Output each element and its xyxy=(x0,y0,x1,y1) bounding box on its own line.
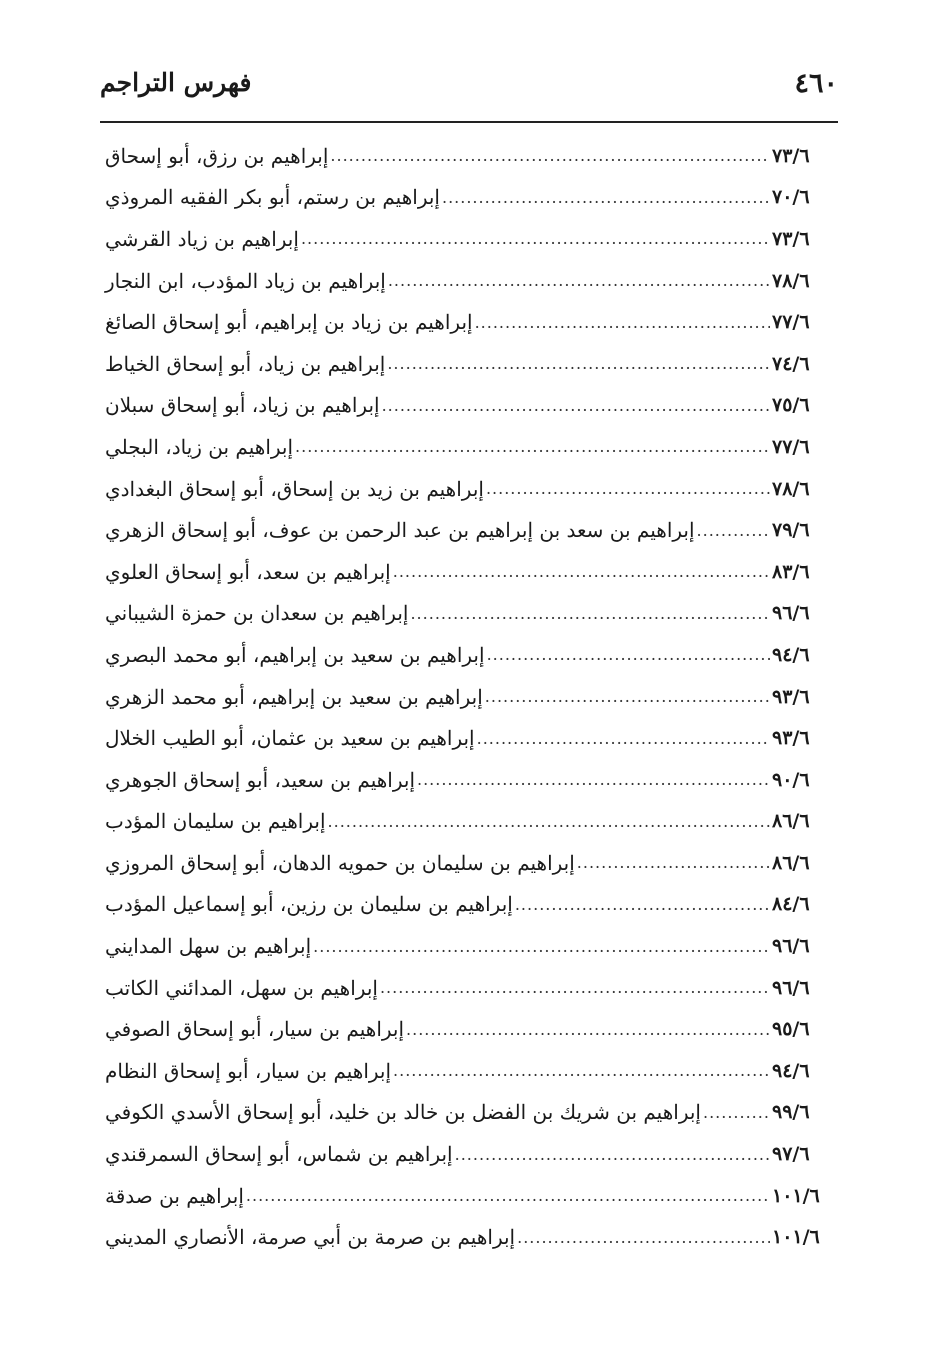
index-entry xyxy=(105,1092,838,1134)
index-entry xyxy=(105,385,838,427)
dot-leader xyxy=(515,895,770,914)
dot-leader xyxy=(328,812,770,831)
entry-name: إبراهيم بن شماس، أبو إسحاق السمرقندي xyxy=(105,1142,453,1167)
index-entry xyxy=(105,925,838,967)
entry-name: إبراهيم بن سهل المدايني xyxy=(105,934,312,959)
header-rule xyxy=(100,121,838,123)
entry-page-ref: ٧٣/٦ xyxy=(772,227,810,250)
dot-leader xyxy=(475,313,770,332)
index-entry xyxy=(105,343,838,385)
index-entry xyxy=(105,468,838,510)
entry-page-ref: ١٠١/٦ xyxy=(772,1184,820,1207)
dot-leader xyxy=(455,1145,770,1164)
entry-page-ref: ٧٨/٦ xyxy=(772,477,810,500)
entry-page-ref: ٧٩/٦ xyxy=(772,519,810,542)
index-entry xyxy=(105,1050,838,1092)
page-number: ٤٦٠ xyxy=(794,68,838,99)
dot-leader xyxy=(517,1228,770,1247)
entry-name: إبراهيم بن سليمان بن رزين، أبو إسماعيل المؤدب xyxy=(105,892,513,917)
index-entry xyxy=(105,717,838,759)
dot-leader xyxy=(442,188,770,207)
entry-page-ref: ٨٦/٦ xyxy=(772,851,810,874)
entry-name: إبراهيم بن سليمان المؤدب xyxy=(105,809,326,834)
entry-name: إبراهيم بن سيار، أبو إسحاق النظام xyxy=(105,1058,392,1083)
dot-leader xyxy=(697,521,770,540)
entry-page-ref: ٩٣/٦ xyxy=(772,727,810,750)
entry-page-ref: ٧٣/٦ xyxy=(772,144,810,167)
entry-page-ref: ٧٠/٦ xyxy=(772,186,810,209)
entry-page-ref: ٩٣/٦ xyxy=(772,685,810,708)
dot-leader xyxy=(393,1061,770,1080)
entry-page-ref: ٩٧/٦ xyxy=(772,1143,810,1166)
entry-name: إبراهيم بن سعيد بن إبراهيم، أبو محمد البصري xyxy=(105,642,485,667)
index-entry xyxy=(105,218,838,260)
index-entry xyxy=(105,301,838,343)
index-entry xyxy=(105,509,838,551)
dot-leader xyxy=(313,937,770,956)
entry-name: إبراهيم بن سليمان بن حمويه الدهان، أبو إسحاق المروزي xyxy=(105,850,575,875)
index-entry xyxy=(105,842,838,884)
entry-page-ref: ٨٦/٦ xyxy=(772,810,810,833)
entry-page-ref: ٩٩/٦ xyxy=(772,1101,810,1124)
index-entry xyxy=(105,759,838,801)
dot-leader xyxy=(406,1020,770,1039)
entry-name: إبراهيم بن سعد بن إبراهيم بن عبد الرحمن بن عوف، أبو إسحاق الزهري xyxy=(105,518,695,543)
index-entry xyxy=(105,426,838,468)
entry-page-ref: ٩٥/٦ xyxy=(772,1018,810,1041)
entry-name: إبراهيم بن رستم، أبو بكر الفقيه المروذي xyxy=(105,185,440,210)
index-entry xyxy=(105,1008,838,1050)
entry-name: إبراهيم بن زيد بن إسحاق، أبو إسحاق البغدادي xyxy=(105,476,484,501)
dot-leader xyxy=(410,604,770,623)
dot-leader xyxy=(246,1186,770,1205)
entry-name: إبراهيم بن زياد المؤدب، ابن النجار xyxy=(105,268,386,293)
entry-name: إبراهيم بن سيار، أبو إسحاق الصوفي xyxy=(105,1017,405,1042)
entry-name: إبراهيم بن سهل، المدائني الكاتب xyxy=(105,975,378,1000)
dot-leader xyxy=(417,770,770,789)
entry-name: إبراهيم بن سعيد، أبو إسحاق الجوهري xyxy=(105,767,415,792)
index-entry xyxy=(105,260,838,302)
index-entry xyxy=(105,801,838,843)
page-header xyxy=(100,66,838,106)
entry-page-ref: ٩٦/٦ xyxy=(772,602,810,625)
dot-leader xyxy=(577,853,770,872)
entry-page-ref: ٧٧/٦ xyxy=(772,435,810,458)
entry-name: إبراهيم بن زياد، أبو إسحاق سبلان xyxy=(105,393,380,418)
entry-page-ref: ٧٥/٦ xyxy=(772,394,810,417)
dot-leader xyxy=(393,562,770,581)
index-entry xyxy=(105,634,838,676)
entry-name: إبراهيم بن صدقة xyxy=(105,1183,244,1208)
index-entry xyxy=(105,593,838,635)
dot-leader xyxy=(477,729,770,748)
entry-page-ref: ٧٨/٦ xyxy=(772,269,810,292)
dot-leader xyxy=(487,645,770,664)
entry-page-ref: ٧٧/٦ xyxy=(772,311,810,334)
entry-page-ref: ٨٤/٦ xyxy=(772,893,810,916)
dot-leader xyxy=(382,396,770,415)
dot-leader xyxy=(486,479,770,498)
entry-page-ref: ٨٣/٦ xyxy=(772,560,810,583)
index-entry xyxy=(105,1175,838,1217)
dot-leader xyxy=(387,354,770,373)
dot-leader xyxy=(295,437,770,456)
dot-leader xyxy=(301,229,770,248)
entry-name: إبراهيم بن زياد بن إبراهيم، أبو إسحاق الصائغ xyxy=(105,310,473,335)
entry-name: إبراهيم بن زياد، البجلي xyxy=(105,434,294,459)
entry-page-ref: ٩٤/٦ xyxy=(772,643,810,666)
entry-name: إبراهيم بن رزق، أبو إسحاق xyxy=(105,143,329,168)
entry-name: إبراهيم بن صرمة بن أبي صرمة، الأنصاري المديني xyxy=(105,1225,516,1250)
dot-leader xyxy=(703,1103,770,1122)
entry-name: إبراهيم بن شريك بن الفضل بن خالد بن خليد، أبو إسحاق الأسدي الكوفي xyxy=(105,1100,701,1125)
index-entry xyxy=(105,967,838,1009)
index-entry xyxy=(105,1133,838,1175)
entry-page-ref: ٩٤/٦ xyxy=(772,1059,810,1082)
index-entry xyxy=(105,177,838,219)
dot-leader xyxy=(485,687,770,706)
entry-name: إبراهيم بن سعيد بن عثمان، أبو الطيب الخلال xyxy=(105,726,475,751)
index-entry xyxy=(105,551,838,593)
entry-name: إبراهيم بن زياد، أبو إسحاق الخياط xyxy=(105,351,386,376)
entry-page-ref: ٩٦/٦ xyxy=(772,935,810,958)
entry-name: إبراهيم بن سعدان بن حمزة الشيباني xyxy=(105,601,409,626)
index-entry xyxy=(105,884,838,926)
entry-name: إبراهيم بن سعد، أبو إسحاق العلوي xyxy=(105,559,391,584)
dot-leader xyxy=(380,978,770,997)
entry-name: إبراهيم بن سعيد بن إبراهيم، أبو محمد الزهري xyxy=(105,684,483,709)
entry-page-ref: ٧٤/٦ xyxy=(772,352,810,375)
section-title: فهرس التراجم xyxy=(100,68,252,97)
dot-leader xyxy=(388,271,770,290)
entry-page-ref: ٩٠/٦ xyxy=(772,768,810,791)
entry-name: إبراهيم بن زياد القرشي xyxy=(105,226,299,251)
index-entry xyxy=(105,1216,838,1258)
index-entry xyxy=(105,676,838,718)
dot-leader xyxy=(330,146,770,165)
entry-page-ref: ٩٦/٦ xyxy=(772,976,810,999)
index-entries-list xyxy=(105,135,838,1258)
entry-page-ref: ١٠١/٦ xyxy=(772,1226,820,1249)
index-entry xyxy=(105,135,838,177)
